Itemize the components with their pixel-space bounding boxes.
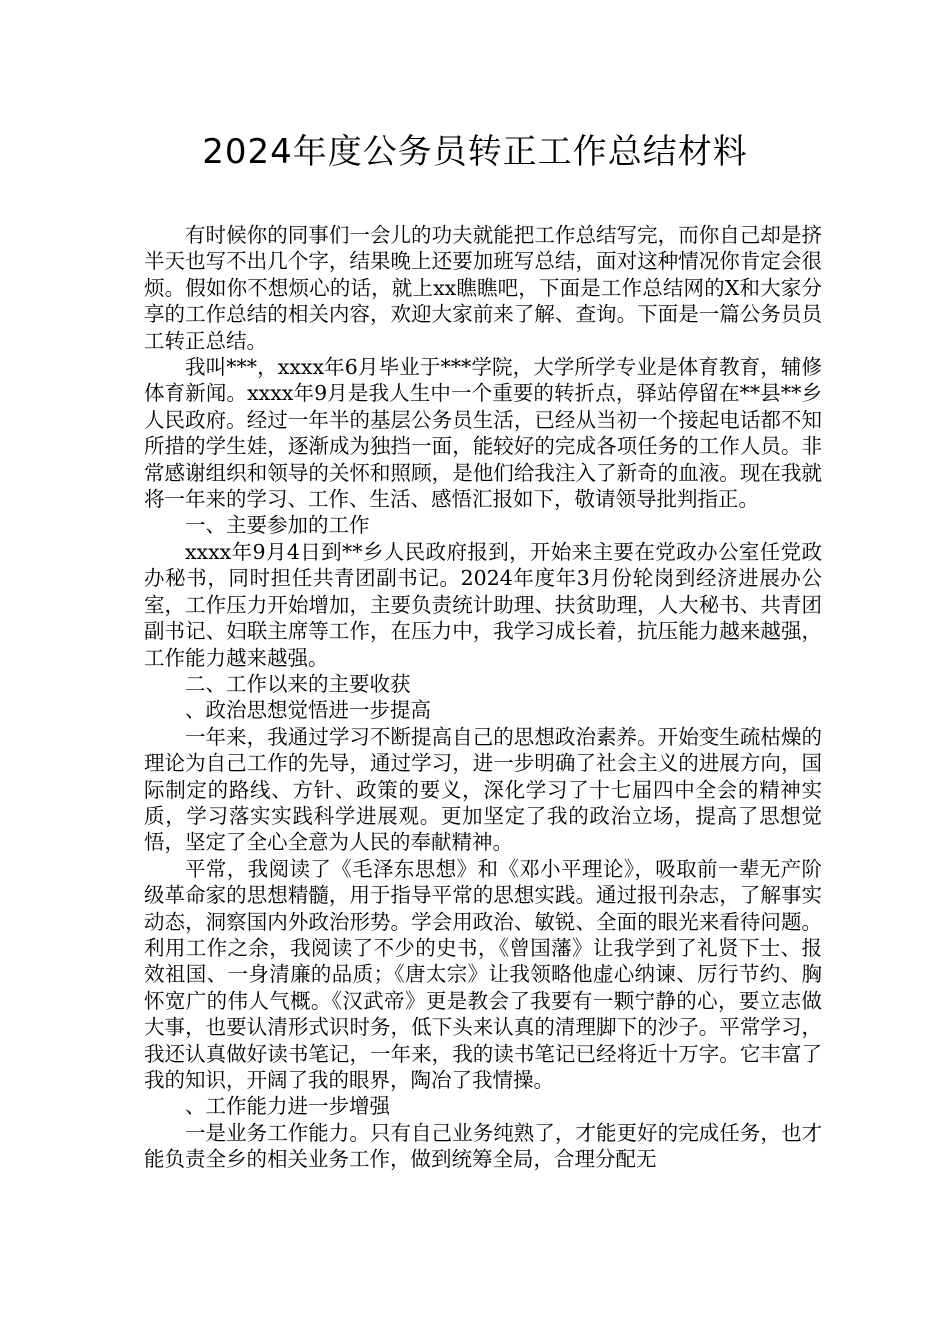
paragraph-main-work: xxxx年9月4日到**乡人民政府报到，开始来主要在党政办公室任党政办秘书，同时担任共青团副书记。2024年度年3月份轮岗到经济进展办公室，工作压力开始增加，主要负责统计助理、扶贫助理，人大秘书、共青团副书记、妇联主席等工作，在压力中，我学习成长着，抗压能力越来越强，工作能力越来越强。: [144, 539, 822, 670]
document-title: 2024年度公务员转正工作总结材料: [202, 132, 748, 172]
paragraph-reading: 平常，我阅读了《毛泽东思想》和《邓小平理论》，吸取前一辈无产阶级革命家的思想精髓，用于指导平常的思想实践。通过报刊杂志，了解事实动态，洞察国内外政治形势。学会用政治、敏锐、全面的眼光来看待问题。利用工作之余，我阅读了不少的史书，《曾国藩》让我学到了礼贤下士、报效祖国、一身清廉的品质；《唐太宗》让我领略他虚心纳谏、厉行节约、胸怀宽广的伟人气概。《汉武帝》更是教会了我要有一颗宁静的心，要立志做大事，也要认清形式识时务，低下头来认真的清理脚下的沙子。平常学习，我还认真做好读书笔记，一年来，我的读书笔记已经将近十万字。它丰富了我的知识，开阔了我的眼界，陶冶了我情操。: [144, 856, 822, 1092]
subheading-work-ability: 、工作能力进一步增强: [185, 1094, 390, 1119]
paragraph-business-ability: 一是业务工作能力。只有自己业务纯熟了，才能更好的完成任务，也才能负责全乡的相关业务工作，做到统筹全局，合理分配无: [144, 1120, 822, 1172]
paragraph-intro: 有时候你的同事们一会儿的功夫就能把工作总结写完，而你自己却是挤半天也写不出几个字，结果晚上还要加班写总结，面对这种情况你肯定会很烦。假如你不想烦心的话，就上xx瞧瞧吧，下面是工作总结网的X和大家分享的工作总结的相关内容，欢迎大家前来了解、查询。下面是一篇公务员员工转正总结。: [144, 223, 822, 353]
paragraph-political-study: 一年来，我通过学习不断提高自己的思想政治素养。开始变生疏枯燥的理论为自己工作的先导，通过学习，进一步明确了社会主义的进展方向，国际制定的路线、方针、政策的要义，深化学习了十七届四中全会的精神实质，学习落实实践科学进展观。更加坚定了我的政治立场，提高了思想觉悟，坚定了全心全意为人民的奉献精神。: [144, 724, 822, 855]
subheading-political-awareness: 、政治思想觉悟进一步提高: [185, 698, 431, 723]
document-body: [144, 222, 822, 1173]
section-heading-main-work: 一、主要参加的工作: [185, 513, 370, 538]
paragraph-self-introduction: 我叫***，xxxx年6月毕业于***学院，大学所学专业是体育教育，辅修体育新闻。xxxx年9月是我人生中一个重要的转折点，驿站停留在**县**乡人民政府。经过一年半的基层公务员生活，已经从当初一个接起电话都不知所措的学生娃，逐渐成为独挡一面，能较好的完成各项任务的工作人员。非常感谢组织和领导的关怀和照顾，是他们给我注入了新奇的血液。现在我就将一年来的学习、工作、生活、感悟汇报如下，敬请领导批判指正。: [144, 355, 822, 512]
section-heading-main-gains: 二、工作以来的主要收获: [185, 671, 411, 696]
